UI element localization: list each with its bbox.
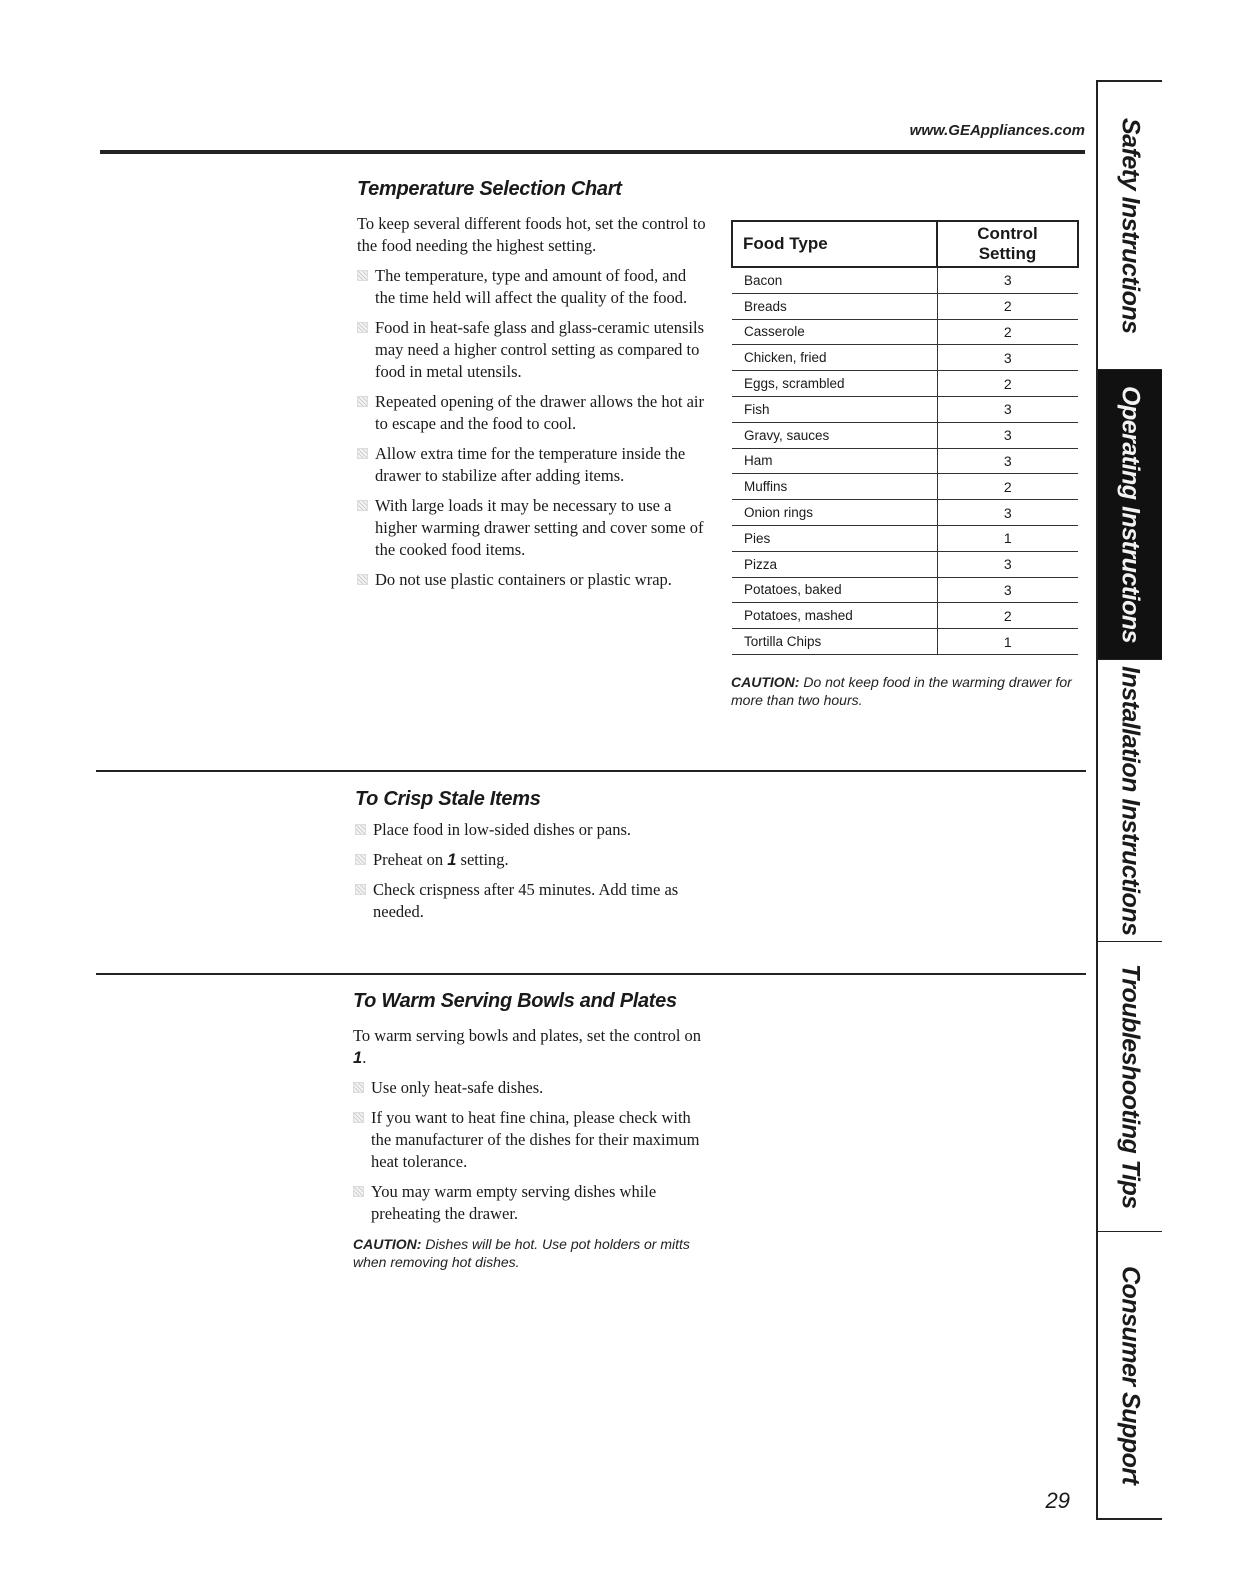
- warm-caution: [353, 1235, 693, 1271]
- food-cell: Chicken, fried: [732, 345, 937, 371]
- table-row: [732, 603, 1078, 629]
- tab-troubleshooting-tips[interactable]: Troubleshooting Tips: [1098, 942, 1162, 1232]
- table-row: [732, 448, 1078, 474]
- setting-cell: 2: [937, 371, 1078, 397]
- food-cell: Tortilla Chips: [732, 629, 937, 655]
- list-item: Preheat on 1 setting.: [355, 849, 705, 871]
- section-divider: [96, 770, 1086, 772]
- table-row: [732, 396, 1078, 422]
- header-food-type: Food Type: [732, 221, 937, 267]
- table-row: [732, 267, 1078, 293]
- list-item: The temperature, type and amount of food, and the time held will affect the quality of the food.: [357, 265, 707, 309]
- food-cell: Gravy, sauces: [732, 422, 937, 448]
- header-rule: [100, 150, 1085, 154]
- list-item: Place food in low-sided dishes or pans.: [355, 819, 705, 841]
- tab-safety-instructions[interactable]: Safety Instructions: [1098, 82, 1162, 370]
- caution-label: CAUTION:: [731, 673, 800, 690]
- bullet-icon: [357, 574, 368, 585]
- setting-cell: 3: [937, 500, 1078, 526]
- table-row: [732, 293, 1078, 319]
- bullet-icon: [353, 1112, 364, 1123]
- website-url: www.GEAppliances.com: [909, 122, 1085, 139]
- bullet-icon: [357, 396, 368, 407]
- setting-cell: 3: [937, 551, 1078, 577]
- list-item: You may warm empty serving dishes while preheating the drawer.: [353, 1181, 708, 1225]
- warm-intro: To warm serving bowls and plates, set the control on 1.: [353, 1026, 702, 1067]
- page-number: 29: [1045, 1488, 1070, 1513]
- bullet-icon: [353, 1186, 364, 1197]
- table-row: [732, 345, 1078, 371]
- table-row: [732, 629, 1078, 655]
- food-cell: Potatoes, baked: [732, 577, 937, 603]
- bullet-icon: [355, 854, 366, 865]
- food-cell: Fish: [732, 396, 937, 422]
- setting-cell: 3: [937, 448, 1078, 474]
- setting-cell: 2: [937, 474, 1078, 500]
- table-row: [732, 525, 1078, 551]
- table-row: [732, 319, 1078, 345]
- bullet-icon: [357, 270, 368, 281]
- food-cell: Casserole: [732, 319, 937, 345]
- setting-cell: 3: [937, 345, 1078, 371]
- table-row: [732, 551, 1078, 577]
- setting-cell: 3: [937, 422, 1078, 448]
- food-cell: Pies: [732, 525, 937, 551]
- tab-installation-instructions[interactable]: Installation Instructions: [1098, 660, 1162, 942]
- bullet-icon: [355, 824, 366, 835]
- table-row: [732, 371, 1078, 397]
- list-item: Use only heat-safe dishes.: [353, 1077, 708, 1099]
- setting-cell: 3: [937, 396, 1078, 422]
- list-item: Repeated opening of the drawer allows the hot air to escape and the food to cool.: [357, 391, 707, 435]
- section-title-crisp: To Crisp Stale Items: [355, 788, 541, 810]
- bullet-icon: [355, 884, 366, 895]
- crisp-bullets: [355, 819, 705, 923]
- tab-consumer-support[interactable]: Consumer Support: [1116, 1265, 1145, 1485]
- table-row: [732, 500, 1078, 526]
- setting-cell: 2: [937, 603, 1078, 629]
- list-item: If you want to heat fine china, please check with the manufacturer of the dishes for their maximum heat tolerance.: [353, 1107, 708, 1173]
- bullet-icon: [357, 448, 368, 459]
- list-item: Do not use plastic containers or plastic wrap.: [357, 569, 707, 591]
- setting-cell: 2: [937, 319, 1078, 345]
- bullet-icon: [353, 1082, 364, 1093]
- section-title-warm: To Warm Serving Bowls and Plates: [353, 990, 677, 1012]
- food-cell: Pizza: [732, 551, 937, 577]
- setting-cell: 2: [937, 293, 1078, 319]
- table-row: [732, 474, 1078, 500]
- bullet-icon: [357, 322, 368, 333]
- list-item: With large loads it may be necessary to use a higher warming drawer setting and cover some of the cooked food items.: [357, 495, 707, 561]
- header-control-setting: Control Setting: [937, 221, 1078, 267]
- warm-bullets: [353, 1077, 708, 1225]
- warm-section: [353, 990, 708, 1271]
- temperature-bullets: [357, 265, 707, 591]
- section-tabs-sidebar: [1096, 80, 1162, 1520]
- table-caution: [731, 673, 1086, 709]
- tab-operating-instructions[interactable]: Operating Instructions: [1098, 370, 1162, 660]
- section-divider: [96, 973, 1086, 975]
- food-cell: Ham: [732, 448, 937, 474]
- temperature-section: [357, 178, 707, 591]
- table-row: [732, 422, 1078, 448]
- section-title-temperature: Temperature Selection Chart: [357, 178, 622, 200]
- food-cell: Bacon: [732, 267, 937, 293]
- setting-cell: 1: [937, 629, 1078, 655]
- temperature-intro: To keep several different foods hot, set the control to the food needing the highest setting.: [357, 214, 706, 255]
- table-row: [732, 577, 1078, 603]
- food-cell: Muffins: [732, 474, 937, 500]
- list-item: Allow extra time for the temperature inside the drawer to stabilize after adding items.: [357, 443, 707, 487]
- food-cell: Eggs, scrambled: [732, 371, 937, 397]
- list-item: Check crispness after 45 minutes. Add time as needed.: [355, 879, 705, 923]
- bullet-icon: [357, 500, 368, 511]
- food-chart: [731, 220, 1086, 709]
- setting-cell: 3: [937, 577, 1078, 603]
- setting-cell: 1: [937, 525, 1078, 551]
- food-cell: Onion rings: [732, 500, 937, 526]
- list-item: Food in heat-safe glass and glass-ceramic utensils may need a higher control setting as compared to food in metal utensils.: [357, 317, 707, 383]
- control-setting-table: [731, 220, 1079, 655]
- caution-label: CAUTION:: [353, 1236, 422, 1252]
- setting-cell: 3: [937, 267, 1078, 293]
- crisp-section: [355, 788, 705, 923]
- caution-text: Do not keep food in the warming drawer for more than two hours.: [731, 673, 1072, 708]
- food-cell: Breads: [732, 293, 937, 319]
- caution-text: Dishes will be hot. Use pot holders or mitts when removing hot dishes.: [353, 1236, 690, 1270]
- food-cell: Potatoes, mashed: [732, 603, 937, 629]
